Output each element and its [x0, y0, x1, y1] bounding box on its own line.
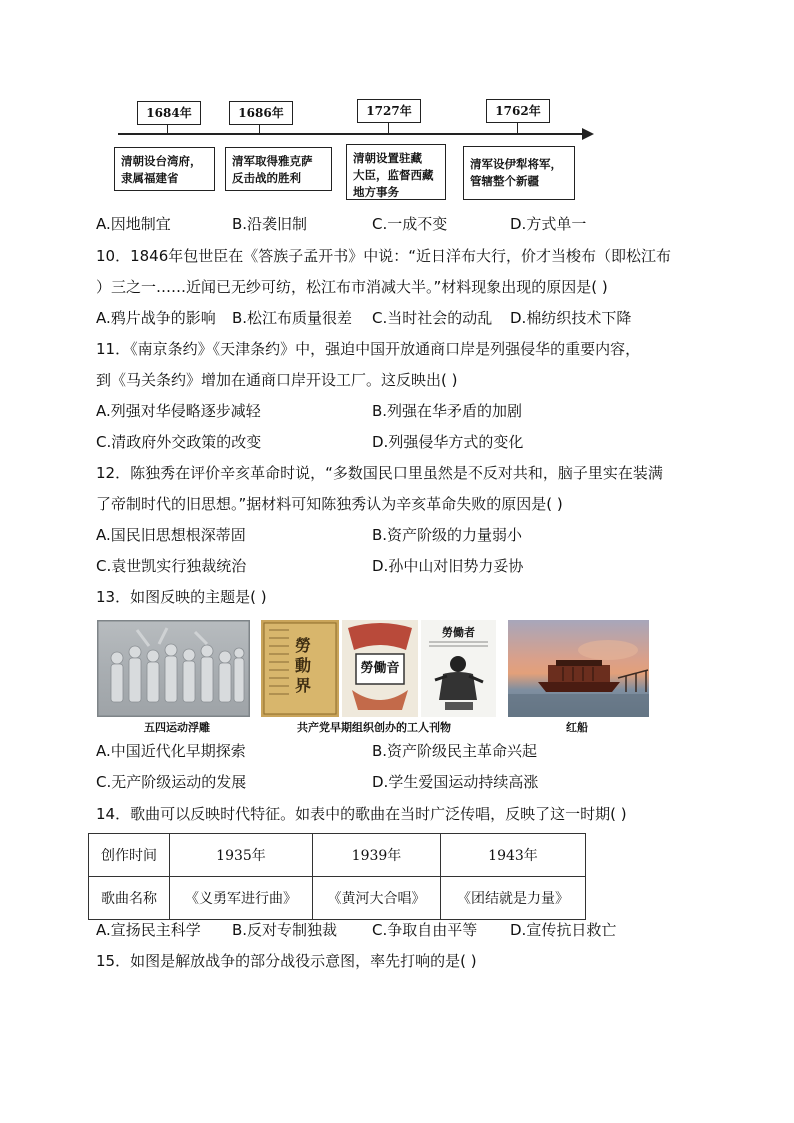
timeline-event: 清朝设台湾府， 隶属福建省: [114, 147, 215, 191]
q10-stem-line: 10．1846年包世臣在《答族子孟开书》中说：“近日洋布大行，价才当梭布（即松江布: [96, 247, 672, 265]
red-boat-image: [508, 620, 649, 717]
q14-option-b[interactable]: B.反对专制独裁: [232, 921, 338, 939]
q15-stem-line: 15．如图是解放战争的部分战役示意图，率先打响的是( ): [96, 952, 477, 970]
q11-option-b[interactable]: B.列强在华矛盾的加剧: [372, 402, 523, 420]
q10-option-d[interactable]: D.棉纺织技术下降: [510, 309, 632, 327]
table-cell: 《黄河大合唱》: [313, 877, 441, 920]
magazine-title: 勞働者: [442, 626, 475, 639]
q12-stem-line: 12．陈独秀在评价辛亥革命时说，“多数国民口里虽然是不反对共和，脑子里实在装满: [96, 464, 663, 482]
timeline-axis: [112, 124, 596, 144]
q10-option-c[interactable]: C.当时社会的动乱: [372, 309, 493, 327]
q14-option-a[interactable]: A.宣扬民主科学: [96, 921, 201, 939]
magazine-laodongzhe-image: [421, 620, 496, 717]
q10-option-b[interactable]: B.松江布质量很差: [232, 309, 353, 327]
timeline-year: 1684年: [137, 101, 201, 125]
timeline-event: 清军设伊犁将军， 管辖整个新疆: [463, 146, 575, 200]
table-header-cell: 歌曲名称: [89, 877, 170, 920]
magazine-laodongyin-image: [342, 620, 418, 717]
timeline-event: 清朝设置驻藏 大臣，监督西藏 地方事务: [346, 144, 446, 200]
q12-option-c[interactable]: C.袁世凯实行独裁统治: [96, 557, 247, 575]
table-cell: 1943年: [441, 834, 586, 877]
red-boat-caption: 红船: [566, 721, 588, 734]
q11-option-d[interactable]: D.列强侵华方式的变化: [372, 433, 524, 451]
magazines-caption: 共产党早期组织创办的工人刊物: [297, 721, 451, 734]
may-fourth-relief-image: [97, 620, 250, 717]
table-row: [89, 834, 586, 877]
table-header-cell: 创作时间: [89, 834, 170, 877]
q12-stem-line: 了帝制时代的旧思想。”据材料可知陈独秀认为辛亥革命失败的原因是( ): [96, 495, 563, 513]
magazine-laodongjie-image: [261, 620, 339, 717]
q11-option-c[interactable]: C.清政府外交政策的改变: [96, 433, 262, 451]
table-cell: 1935年: [170, 834, 313, 877]
q13-stem-line: 13．如图反映的主题是( ): [96, 588, 267, 606]
table-cell: 《团结就是力量》: [441, 877, 586, 920]
timeline-event: 清军取得雅克萨 反击战的胜利: [225, 147, 332, 191]
q9-option-a[interactable]: A.因地制宜: [96, 215, 171, 233]
q12-option-a[interactable]: A.国民旧思想根深蒂固: [96, 526, 246, 544]
q14-stem-line: 14．歌曲可以反映时代特征。如表中的歌曲在当时广泛传唱，反映了这一时期( ): [96, 805, 627, 823]
q13-option-d[interactable]: D.学生爱国运动持续高涨: [372, 773, 539, 791]
table-cell: 1939年: [313, 834, 441, 877]
timeline-year: 1727年: [357, 99, 421, 123]
q9-option-d[interactable]: D.方式单一: [510, 215, 587, 233]
q9-option-c[interactable]: C.一成不变: [372, 215, 448, 233]
q13-option-b[interactable]: B.资产阶级民主革命兴起: [372, 742, 538, 760]
q11-option-a[interactable]: A.列强对华侵略逐步减轻: [96, 402, 261, 420]
table-cell: 《义勇军进行曲》: [170, 877, 313, 920]
timeline-year: 1762年: [486, 99, 550, 123]
songs-table: [88, 833, 586, 920]
q12-option-b[interactable]: B.资产阶级的力量弱小: [372, 526, 523, 544]
q11-stem-line: 到《马关条约》增加在通商口岸开设工厂。这反映出( ): [96, 371, 458, 389]
relief-caption: 五四运动浮雕: [144, 721, 210, 734]
q14-option-c[interactable]: C.争取自由平等: [372, 921, 478, 939]
q14-option-d[interactable]: D.宣传抗日救亡: [510, 921, 617, 939]
q11-stem-line: 11．《南京条约》《天津条约》中，强迫中国开放通商口岸是列强侵华的重要内容，: [96, 340, 641, 358]
table-row: [89, 877, 586, 920]
q9-option-b[interactable]: B.沿袭旧制: [232, 215, 308, 233]
q12-option-d[interactable]: D.孙中山对旧势力妥协: [372, 557, 524, 575]
q13-option-c[interactable]: C.无产阶级运动的发展: [96, 773, 247, 791]
q10-stem-line: ）三之一……近闻已无纱可纺，松江布市消减大半。”材料现象出现的原因是( ): [96, 278, 608, 296]
magazine-title: 勞動界: [295, 636, 312, 695]
q10-option-a[interactable]: A.鸦片战争的影响: [96, 309, 216, 327]
timeline-year: 1686年: [229, 101, 293, 125]
q13-option-a[interactable]: A.中国近代化早期探索: [96, 742, 246, 760]
magazine-title: 勞働音: [360, 661, 400, 676]
